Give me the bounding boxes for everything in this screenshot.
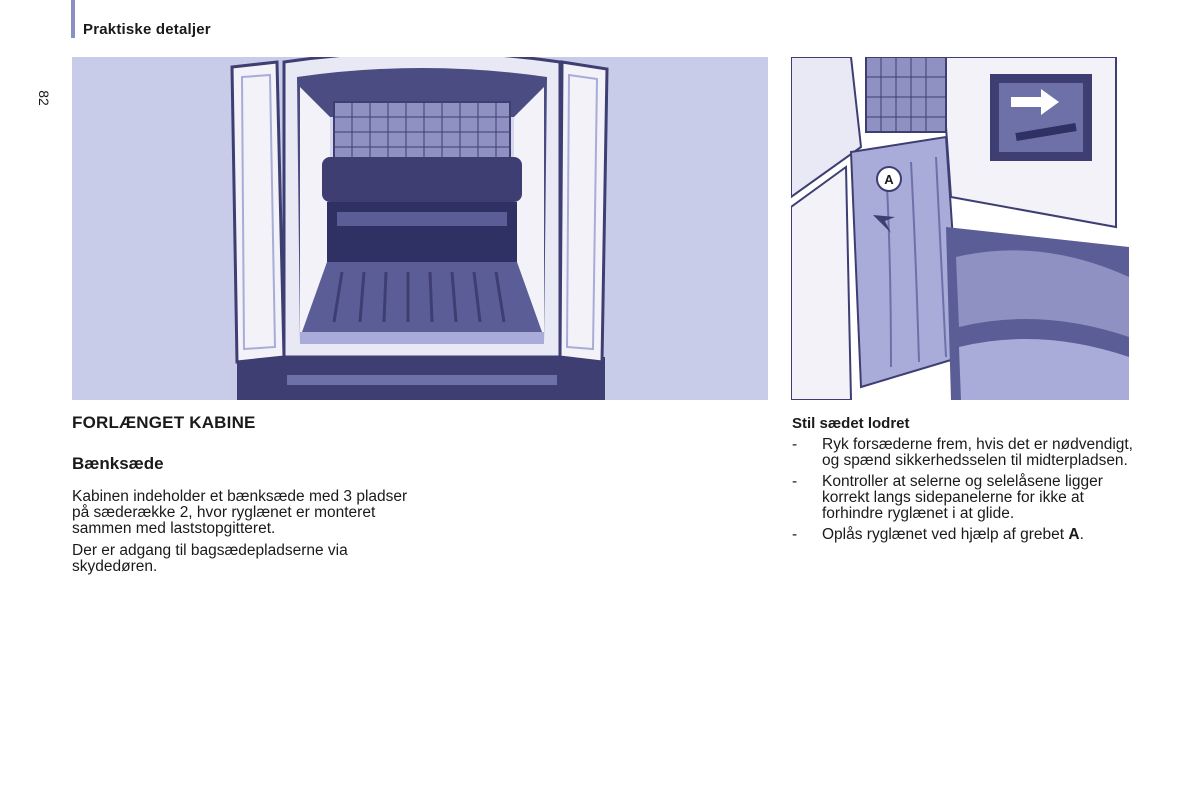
callout-label-a: A — [884, 172, 894, 187]
instruction-text: Kontroller at selerne og selelåsene ligger korrekt langs sidepanelerne for ikke at forhindre ryglænet i at glide. — [822, 473, 1103, 522]
section-header: Praktiske detaljer — [83, 21, 211, 38]
handle-label-a: A — [1068, 526, 1080, 543]
instruction-text-end: . — [1079, 526, 1084, 543]
instruction-text: Oplås ryglænet ved hjælp af grebet — [822, 526, 1069, 543]
subheading-bench-seat: Bænksæde — [72, 454, 164, 473]
left-body-text — [72, 489, 412, 581]
bench-seat-illustration — [791, 57, 1129, 400]
header-accent-bar — [71, 0, 75, 38]
paragraph: Der er adgang til bagsædepladserne via skydedøren. — [72, 542, 348, 575]
bench-seat-drawing — [791, 57, 1129, 400]
bullet-dash: - — [792, 473, 798, 490]
page-number: 82 — [36, 90, 52, 106]
instruction-item — [792, 474, 1137, 522]
instructions-heading: Stil sædet lodret — [792, 415, 910, 432]
van-cargo-drawing — [72, 57, 768, 400]
instruction-text: Ryk forsæderne frem, hvis det er nødvendigt, og spænd sikkerhedsselen til midterpladsen. — [822, 436, 1133, 469]
instructions-column — [792, 416, 1137, 548]
van-cargo-illustration — [72, 57, 768, 400]
paragraph: Kabinen indeholder et bænksæde med 3 pladser på sæderække 2, hvor ryglænet er monteret sammen med laststopgitteret. — [72, 488, 408, 537]
instruction-item — [792, 527, 1137, 543]
bullet-dash: - — [792, 526, 798, 543]
bullet-dash: - — [792, 436, 798, 453]
instruction-item — [792, 437, 1137, 469]
section-title: FORLÆNGET KABINE — [72, 413, 256, 432]
